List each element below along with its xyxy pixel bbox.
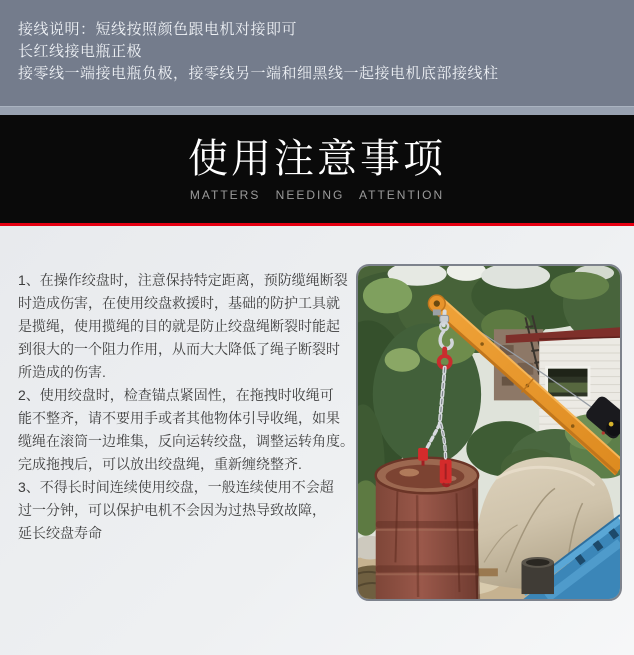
wiring-line: 接线说明：短线按照颜色跟电机对接即可 — [18, 21, 298, 38]
wood-plank — [476, 568, 498, 576]
instruction-line: 3、不得长时间连续使用绞盘，一般连续使用不会超 — [18, 479, 334, 495]
instruction-line: 完成拖拽后，可以放出绞盘绳，重新缠绕整齐. — [18, 456, 302, 472]
wiring-line: 长红线接电瓶正极 — [18, 43, 143, 60]
instruction-line: 所造成的伤害. — [18, 364, 106, 380]
instructions-text — [18, 269, 363, 545]
instruction-line: 1、在操作绞盘时，注意保持特定距离，预防缆绳断裂 — [18, 272, 348, 288]
instruction-line: 2、使用绞盘时，检查锚点紧固性，在拖拽时收绳可 — [18, 387, 334, 403]
instruction-line: 是揽绳，使用揽绳的目的就是防止绞盘绳断裂时能起 — [18, 318, 340, 334]
instruction-line: 过一分钟，可以保护电机不会因为过热导致故障， — [18, 502, 326, 518]
small-drum — [522, 557, 555, 594]
wiring-line: 接零线一端接电瓶负极，接零线另一端和细黑线一起接电机底部接线柱 — [18, 65, 499, 82]
instruction-line: 能不整齐，请不要用手或者其他物体引导收绳，如果 — [18, 410, 340, 426]
instruction-line: 延长绞盘寿命 — [18, 525, 102, 541]
oil-drum — [376, 458, 478, 599]
instruction-line: 时造成伤害，在使用绞盘救援时，基础的防护工具就 — [18, 295, 340, 311]
page-subtitle: MATTERS NEEDING ATTENTION — [189, 187, 445, 202]
instruction-line: 到很大的一个阻力作用，从而大大降低了绳子断裂时 — [18, 341, 340, 357]
window — [545, 366, 590, 400]
title-banner — [0, 115, 634, 226]
product-photo — [356, 264, 622, 601]
instruction-line: 缆绳在滚筒一边堆集，反向运转绞盘，调整运转角度。 — [18, 433, 354, 449]
photo-illustration — [358, 266, 620, 599]
wiring-note-section — [0, 0, 634, 106]
page-title: 使用注意事项 — [188, 136, 446, 181]
